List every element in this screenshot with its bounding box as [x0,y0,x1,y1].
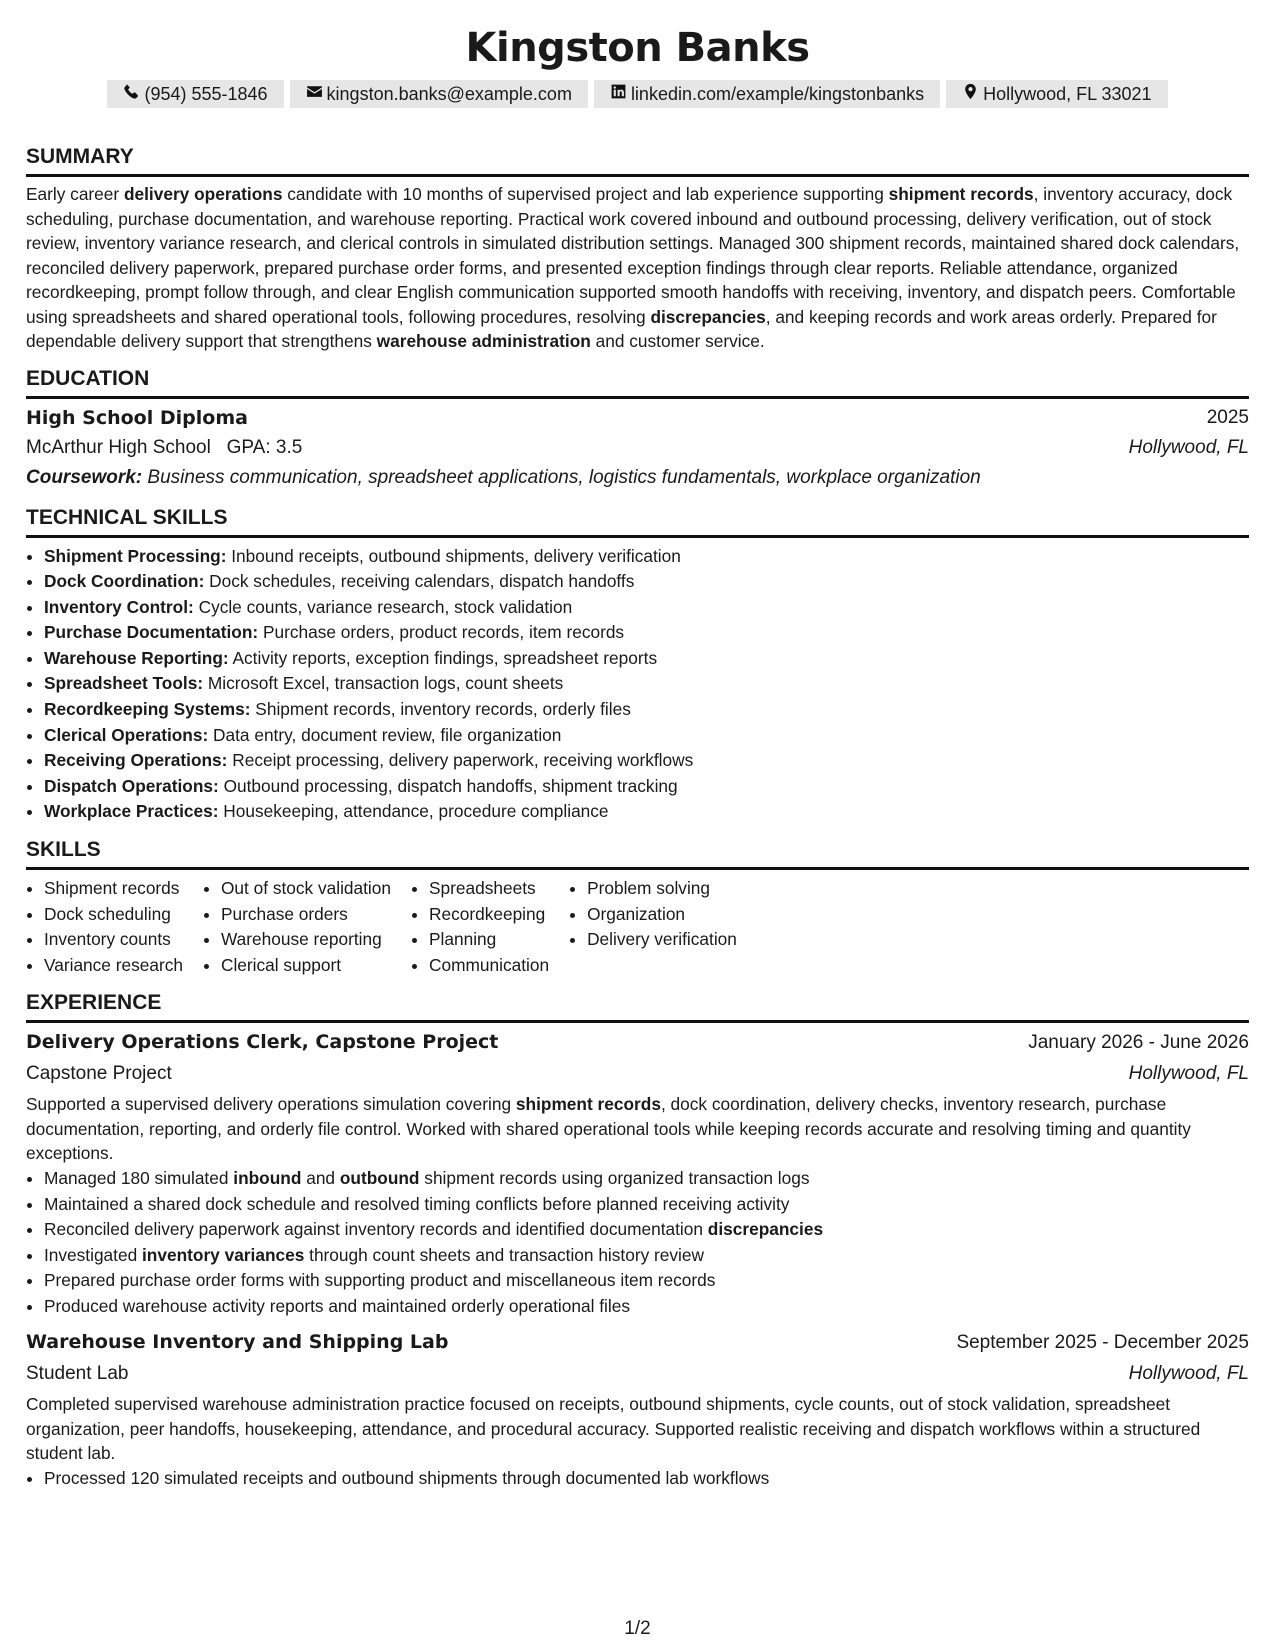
skill-item: • Out of stock validation [221,876,391,902]
job-organization: Capstone Project [26,1063,172,1085]
technical-skill-label: Workplace Practices: [44,801,219,822]
job-bullet [44,1166,1249,1192]
summary-text [26,182,1249,354]
phone-icon [123,83,140,105]
technical-skill-item [44,595,1249,621]
email-text: kingston.banks@example.com [326,84,572,104]
job-header-row [26,1327,1249,1358]
bold-keyword: inventory variances [142,1244,305,1265]
job-bullet [44,1294,1249,1320]
map-pin-icon [962,83,979,105]
text-span: , dock coordination, delivery checks, inventory research, purchase documentation, reporting, and orderly file control. Worked with shared operational tools while keeping records accurate and resolving timing and quantity exceptions. [26,1094,1191,1164]
technical-skill-item [44,723,1249,749]
experience-entry [26,1327,1249,1491]
bold-keyword: inbound [233,1167,302,1188]
technical-skill-label: Warehouse Reporting: [44,647,229,668]
text-span: Prepared purchase order forms with supporting product and miscellaneous item records [44,1270,716,1291]
location-text: Hollywood, FL 33021 [983,84,1152,104]
text-span: candidate with 10 months of supervised project and lab experience supporting [282,184,889,204]
text-span: , inventory accuracy, dock scheduling, purchase documentation, and warehouse reporting. Practical work covered inbound and outbound processing, delivery verification, out of stock review, inventory variance research, and clerical controls in simulated distribution settings. Managed 300 shipment records, maintained shared dock calendars, reconciled delivery paperwork, prepared purchase order forms, and presented exception findings through clear reports. Reliable attendance, organized recordkeeping, prompt follow through, and clear English communication supported smooth handoffs with receiving, inventory, and dispatch peers. Comfortable using spreadsheets and shared operational tools, following procedures, resolving [26,184,1240,327]
text-span: and customer service. [590,331,765,351]
text-span: Completed supervised warehouse administration practice focused on receipts, outbound shipments, cycle counts, out of stock validation, spreadsheet organization, peer handoffs, housekeeping, attendance, and procedural accuracy. Supported realistic receiving and dispatch workflows within a structured student lab. [26,1394,1201,1464]
job-org-row [26,1358,1249,1389]
text-span: Investigated [44,1244,142,1265]
section-title-technical-skills: TECHNICAL SKILLS [26,505,1249,538]
job-bullets [26,1466,1249,1492]
technical-skill-item [44,646,1249,672]
skills-column [203,876,391,978]
technical-skill-label: Dispatch Operations: [44,775,219,796]
technical-skill-label: Purchase Documentation: [44,622,259,643]
page-number: 1/2 [624,1618,651,1639]
technical-skill-item [44,748,1249,774]
text-span: Processed 120 simulated receipts and outbound shipments through documented lab workflows [44,1467,770,1488]
bold-keyword: shipment records [888,184,1034,204]
job-bullet [44,1192,1249,1218]
experience-section [26,990,1249,1491]
skills-grid [26,876,1249,978]
bold-keyword: warehouse administration [376,331,591,351]
job-bullet [44,1243,1249,1269]
skill-item: • Organization [587,902,737,928]
job-org-row [26,1058,1249,1089]
gpa: GPA: 3.5 [226,436,303,458]
skill-item: • Inventory counts [44,927,183,953]
text-span: Early career [26,184,124,204]
technical-skill-item [44,799,1249,825]
text-span: Managed 180 simulated [44,1167,234,1188]
technical-skill-text: Dock schedules, receiving calendars, dispatch handoffs [204,571,635,592]
technical-skill-text: Data entry, document review, file organization [208,724,562,745]
text-span: , and keeping records and work areas orderly. Prepared for dependable delivery support that strengthens [26,306,1217,351]
section-title-skills: SKILLS [26,837,1249,870]
contact-bar [26,80,1249,108]
skill-item: • Variance research [44,953,183,979]
skills-column [411,876,549,978]
job-organization: Student Lab [26,1363,129,1385]
education-header-row [26,403,1249,433]
skill-item: • Shipment records [44,876,183,902]
skill-item: • Recordkeeping [429,902,549,928]
linkedin-text: linkedin.com/example/kingstonbanks [630,84,925,104]
school-location: Hollywood, FL [1128,436,1249,458]
technical-skill-item [44,671,1249,697]
technical-skill-label: Recordkeeping Systems: [44,699,251,720]
linkedin-icon [610,83,627,105]
job-bullets [26,1166,1249,1320]
technical-skill-text: Outbound processing, dispatch handoffs, shipment tracking [218,775,678,796]
degree: High School Diploma [26,406,248,429]
skill-item: • Communication [429,953,549,979]
contact-email[interactable] [290,80,588,108]
text-span: Reconciled delivery paperwork against inventory records and identified documentation [44,1219,708,1240]
technical-skill-label: Dock Coordination: [44,571,205,592]
candidate-name: Kingston Banks [465,25,810,71]
bold-keyword: discrepancies [707,1219,824,1240]
technical-skill-label: Shipment Processing: [44,545,227,566]
section-title-experience: EXPERIENCE [26,990,1249,1023]
resume-page [26,0,1249,1492]
text-span: shipment records using organized transaction logs [419,1167,810,1188]
contact-linkedin[interactable] [594,80,940,108]
job-dates: September 2025 - December 2025 [956,1332,1249,1354]
job-bullet [44,1217,1249,1243]
job-dates: January 2026 - June 2026 [1028,1032,1249,1054]
technical-skill-item [44,620,1249,646]
technical-skill-item [44,569,1249,595]
bold-keyword: discrepancies [650,306,766,327]
summary-section [26,144,1249,354]
text-span: Maintained a shared dock schedule and resolved timing conflicts before planned receiving activity [44,1193,790,1214]
education-school-row [26,433,1249,463]
technical-skill-text: Inbound receipts, outbound shipments, delivery verification [226,545,681,566]
contact-location [946,80,1167,108]
education-section [26,366,1249,493]
coursework [26,463,1249,493]
skill-item: • Dock scheduling [44,902,183,928]
job-bullet [44,1466,1249,1492]
bold-keyword: outbound [339,1167,420,1188]
technical-skill-text: Cycle counts, variance research, stock validation [193,596,573,617]
section-title-summary: SUMMARY [26,144,1249,177]
technical-skill-text: Housekeeping, attendance, procedure compliance [218,801,609,822]
bold-keyword: delivery operations [123,184,283,204]
skill-item: • Planning [429,927,549,953]
technical-skill-item [44,544,1249,570]
technical-skill-label: Spreadsheet Tools: [44,673,204,694]
skill-item: • Problem solving [587,876,737,902]
technical-skill-text: Purchase orders, product records, item records [258,622,625,643]
envelope-icon [306,83,323,105]
bold-keyword: shipment records [515,1094,661,1115]
technical-skill-label: Inventory Control: [44,596,194,617]
technical-skill-item [44,697,1249,723]
phone-text: (954) 555-1846 [144,84,268,104]
job-bullet [44,1268,1249,1294]
job-description [26,1392,1249,1466]
skills-column [26,876,183,978]
job-location: Hollywood, FL [1128,1363,1249,1385]
contact-phone[interactable] [107,80,283,108]
technical-skills-section [26,505,1249,826]
technical-skills-list [26,544,1249,826]
section-title-education: EDUCATION [26,366,1249,399]
coursework-list: Business communication, spreadsheet applications, logistics fundamentals, workplace organization [142,466,981,488]
coursework-label: Coursework: [26,466,143,488]
experience-entry [26,1027,1249,1319]
school-name: McArthur High School [26,436,211,458]
job-title: Delivery Operations Clerk, Capstone Project [26,1031,499,1054]
technical-skill-text: Receipt processing, delivery paperwork, receiving workflows [227,750,694,771]
technical-skill-label: Receiving Operations: [44,750,228,771]
graduation-year: 2025 [1206,406,1249,428]
job-location: Hollywood, FL [1128,1063,1249,1085]
technical-skill-text: Microsoft Excel, transaction logs, count sheets [203,673,564,694]
technical-skill-item [44,774,1249,800]
text-span: through count sheets and transaction history review [304,1244,704,1265]
skills-column [569,876,737,978]
job-title: Warehouse Inventory and Shipping Lab [26,1331,449,1354]
text-span: and [301,1167,340,1188]
job-description [26,1092,1249,1166]
technical-skill-text: Activity reports, exception findings, spreadsheet reports [228,647,658,668]
skills-section [26,837,1249,978]
skill-item: • Delivery verification [587,927,737,953]
technical-skill-text: Shipment records, inventory records, orderly files [250,699,631,720]
skill-item: • Clerical support [221,953,391,979]
experience-list [26,1027,1249,1491]
skill-item: • Purchase orders [221,902,391,928]
text-span: Supported a supervised delivery operations simulation covering [26,1094,516,1115]
technical-skill-label: Clerical Operations: [44,724,209,745]
skill-item: • Spreadsheets [429,876,549,902]
job-header-row [26,1027,1249,1058]
skill-item: • Warehouse reporting [221,927,391,953]
text-span: Produced warehouse activity reports and maintained orderly operational files [44,1295,630,1316]
